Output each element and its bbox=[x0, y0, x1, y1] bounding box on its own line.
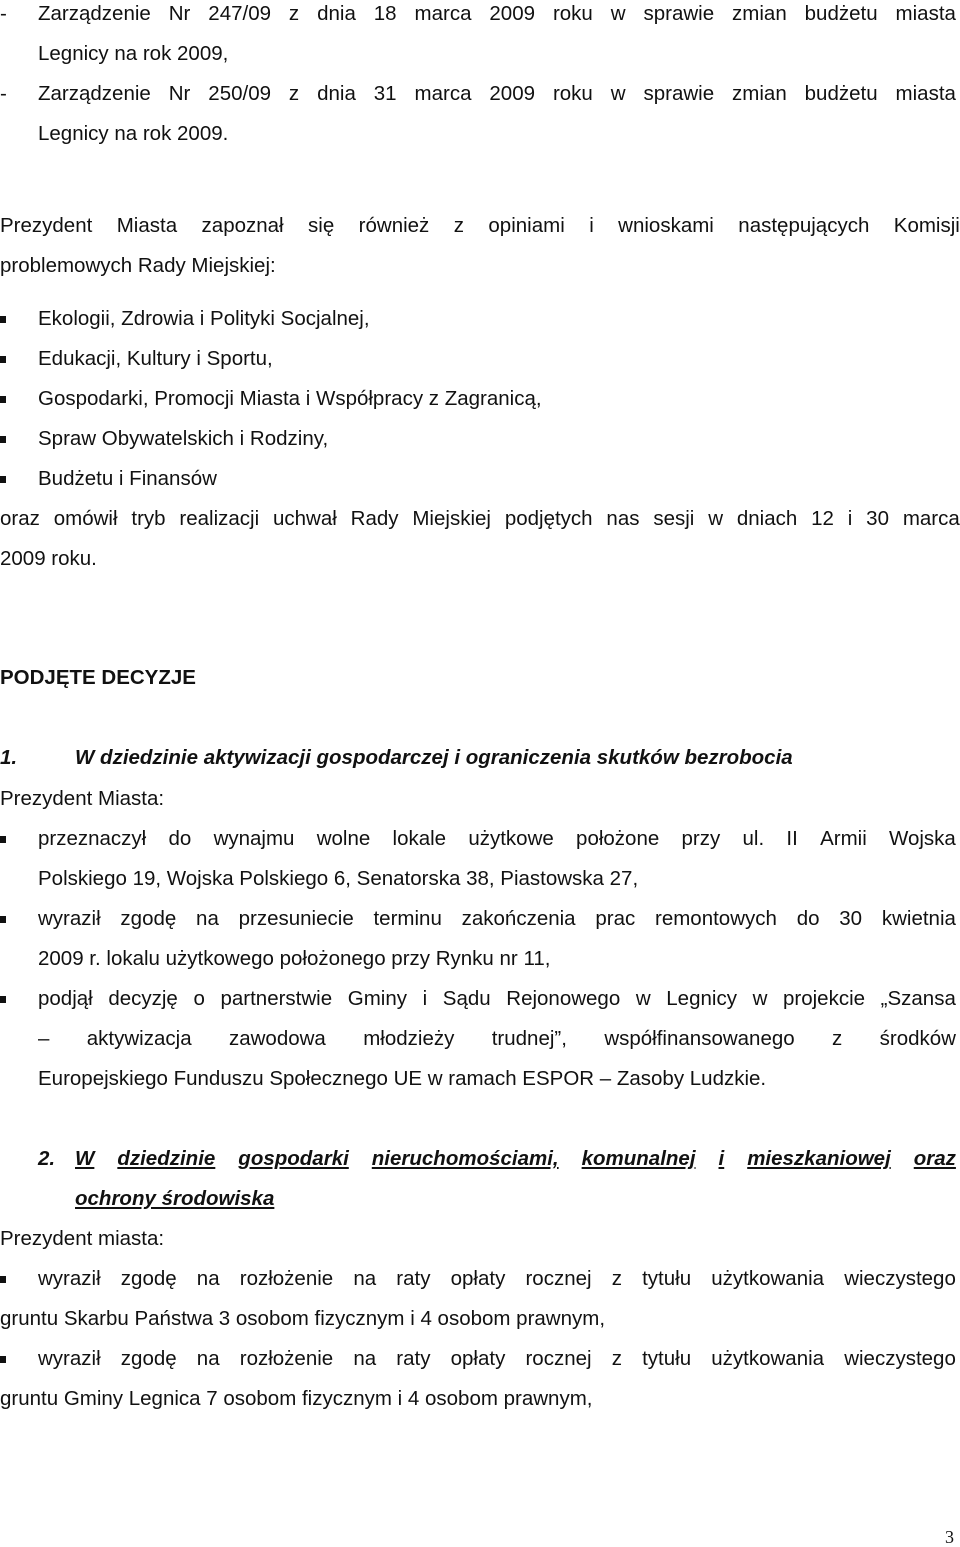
word: rocznej bbox=[525, 1347, 592, 1370]
word: 18 bbox=[373, 2, 397, 25]
word: sprawie bbox=[643, 2, 715, 25]
word: wyraził bbox=[38, 907, 101, 930]
word: wnioskami bbox=[618, 214, 714, 237]
commission-item: Edukacji, Kultury i Sportu, bbox=[38, 347, 273, 370]
word: 2009 bbox=[489, 82, 536, 105]
word: Nr bbox=[168, 82, 191, 105]
word: Miejskiej bbox=[412, 507, 491, 530]
word: trudnej”, bbox=[491, 1027, 567, 1050]
word: w bbox=[708, 507, 723, 530]
commission-item: Gospodarki, Promocji Miasta i Współpracy z Zagranicą, bbox=[38, 387, 542, 410]
word: wolne bbox=[316, 827, 371, 850]
word: na bbox=[196, 907, 219, 930]
bullet-icon bbox=[0, 996, 6, 1003]
word: do bbox=[796, 907, 820, 930]
word: wieczystego bbox=[844, 1347, 956, 1370]
word: młodzieży bbox=[363, 1027, 455, 1050]
word: następujących bbox=[738, 214, 870, 237]
word: zakończenia bbox=[461, 907, 576, 930]
word: o bbox=[193, 987, 205, 1010]
word: użytkowania bbox=[711, 1267, 825, 1290]
list-item-line: Legnicy na rok 2009, bbox=[38, 42, 229, 65]
word: dziedzinie bbox=[117, 1147, 216, 1170]
word: na bbox=[196, 1347, 220, 1370]
word: rozłożenie bbox=[239, 1267, 334, 1290]
word: z bbox=[453, 214, 464, 237]
word: wieczystego bbox=[844, 1267, 956, 1290]
word: przeznaczył bbox=[38, 827, 147, 850]
word: zgodę bbox=[120, 1267, 177, 1290]
word: na bbox=[353, 1347, 377, 1370]
word: aktywizacja bbox=[86, 1027, 192, 1050]
decision-line: gruntu Skarbu Państwa 3 osobom fizycznym i 4 osobom prawnym, bbox=[0, 1307, 606, 1330]
word: 31 bbox=[373, 82, 397, 105]
word: oraz bbox=[913, 1147, 956, 1170]
word: z bbox=[288, 82, 300, 105]
word: Gminy bbox=[347, 987, 407, 1010]
word: realizacji bbox=[179, 507, 260, 530]
decision-line bbox=[38, 906, 956, 932]
word: wyraził bbox=[38, 1347, 101, 1370]
word: Wojska bbox=[889, 827, 956, 850]
word: raty bbox=[396, 1267, 431, 1290]
word: również bbox=[358, 214, 430, 237]
word: zgodę bbox=[120, 1347, 177, 1370]
list-dash: - bbox=[0, 82, 7, 105]
section-title: ochrony środowiska bbox=[75, 1187, 275, 1210]
word: omówił bbox=[53, 507, 118, 530]
word: gospodarki bbox=[238, 1147, 349, 1170]
list-item-line bbox=[38, 1, 956, 27]
word: terminu bbox=[373, 907, 442, 930]
word: zawodowa bbox=[228, 1027, 326, 1050]
word: Komisji bbox=[893, 214, 960, 237]
word: przesuniecie bbox=[238, 907, 354, 930]
list-item-line: Legnicy na rok 2009. bbox=[38, 122, 229, 145]
word: 250/09 bbox=[208, 82, 271, 105]
word: Zarządzenie bbox=[38, 2, 151, 25]
commission-item: Ekologii, Zdrowia i Polityki Socjalnej, bbox=[38, 307, 370, 330]
list-dash: - bbox=[0, 2, 7, 25]
word: na bbox=[196, 1267, 220, 1290]
word: opłaty bbox=[450, 1347, 506, 1370]
bullet-icon bbox=[0, 396, 6, 403]
decision-line bbox=[38, 986, 956, 1012]
word: roku bbox=[552, 2, 593, 25]
word: tryb bbox=[131, 507, 166, 530]
word: kwietnia bbox=[881, 907, 956, 930]
word: marca bbox=[414, 2, 472, 25]
list-item-line bbox=[38, 81, 956, 107]
word: 30 bbox=[866, 507, 889, 530]
word: Sądu bbox=[442, 987, 491, 1010]
word: w bbox=[635, 987, 651, 1010]
word: 247/09 bbox=[208, 2, 271, 25]
bullet-icon bbox=[0, 436, 6, 443]
word: w bbox=[752, 987, 768, 1010]
word: nieruchomościami, bbox=[371, 1147, 559, 1170]
word: dnia bbox=[317, 82, 356, 105]
bullet-icon bbox=[0, 476, 6, 483]
paragraph-line bbox=[0, 213, 960, 239]
word: z bbox=[611, 1267, 622, 1290]
word: się bbox=[308, 214, 335, 237]
bullet-icon bbox=[0, 1356, 6, 1363]
word: ul. bbox=[742, 827, 765, 850]
word: tytułu bbox=[642, 1267, 692, 1290]
word: i bbox=[422, 987, 428, 1010]
word: użytkowe bbox=[468, 827, 554, 850]
word: zapoznał bbox=[201, 214, 284, 237]
word: rocznej bbox=[525, 1267, 592, 1290]
word: sprawie bbox=[643, 82, 715, 105]
word: z bbox=[832, 1027, 843, 1050]
bullet-icon bbox=[0, 316, 6, 323]
word: budżetu bbox=[804, 82, 878, 105]
word: oraz bbox=[0, 507, 40, 530]
paragraph-line: problemowych Rady Miejskiej: bbox=[0, 254, 276, 277]
word: Miasta bbox=[116, 214, 178, 237]
word: Armii bbox=[820, 827, 867, 850]
section-number: 2. bbox=[38, 1147, 56, 1170]
word: Rady bbox=[350, 507, 399, 530]
decision-line bbox=[38, 826, 956, 852]
word: roku bbox=[552, 82, 593, 105]
word: sesji bbox=[653, 507, 695, 530]
word: zgodę bbox=[120, 907, 177, 930]
word: opłaty bbox=[450, 1267, 506, 1290]
bullet-icon bbox=[0, 836, 6, 843]
word: decyzję bbox=[108, 987, 178, 1010]
word: prac bbox=[595, 907, 636, 930]
word: nas bbox=[606, 507, 640, 530]
word: 30 bbox=[839, 907, 863, 930]
section-lead: Prezydent Miasta: bbox=[0, 787, 165, 810]
word: raty bbox=[396, 1347, 431, 1370]
word: II bbox=[786, 827, 798, 850]
word: podjętych bbox=[504, 507, 593, 530]
commission-item: Budżetu i Finansów bbox=[38, 467, 217, 490]
word: 12 bbox=[811, 507, 834, 530]
section-heading: PODJĘTE DECYZJE bbox=[0, 666, 196, 689]
word: środków bbox=[879, 1027, 956, 1050]
word: wyraził bbox=[38, 1267, 101, 1290]
word: współfinansowanego bbox=[604, 1027, 795, 1050]
decision-line: Europejskiego Funduszu Społecznego UE w ramach ESPOR – Zasoby Ludzkie. bbox=[38, 1067, 767, 1090]
word: Nr bbox=[168, 2, 191, 25]
section-lead: Prezydent miasta: bbox=[0, 1227, 165, 1250]
word: komunalnej bbox=[581, 1147, 696, 1170]
decision-line bbox=[38, 1026, 956, 1052]
word: i bbox=[589, 214, 594, 237]
word: partnerstwie bbox=[220, 987, 333, 1010]
word: z bbox=[611, 1347, 622, 1370]
paragraph-line bbox=[0, 506, 960, 532]
decision-line: gruntu Gminy Legnica 7 osobom fizycznym i 4 osobom prawnym, bbox=[0, 1387, 593, 1410]
word: Zarządzenie bbox=[38, 82, 151, 105]
decision-line: 2009 r. lokalu użytkowego położonego przy Rynku nr 11, bbox=[38, 947, 551, 970]
word: z bbox=[288, 2, 300, 25]
paragraph-line: 2009 roku. bbox=[0, 547, 97, 570]
word: opiniami bbox=[488, 214, 565, 237]
page-number: 3 bbox=[945, 1527, 954, 1547]
section-title bbox=[75, 1146, 956, 1172]
word: i bbox=[718, 1147, 725, 1170]
decision-line: Polskiego 19, Wojska Polskiego 6, Senatorska 38, Piastowska 27, bbox=[38, 867, 639, 890]
word: marca bbox=[902, 507, 960, 530]
commission-item: Spraw Obywatelskich i Rodziny, bbox=[38, 427, 329, 450]
decision-line bbox=[38, 1346, 956, 1372]
word: Rejonowego bbox=[506, 987, 621, 1010]
word: – bbox=[38, 1027, 50, 1050]
word: rozłożenie bbox=[239, 1347, 334, 1370]
word: W bbox=[75, 1147, 95, 1170]
word: dnia bbox=[317, 2, 356, 25]
bullet-icon bbox=[0, 356, 6, 363]
word: tytułu bbox=[642, 1347, 692, 1370]
word: 2009 bbox=[489, 2, 536, 25]
word: na bbox=[353, 1267, 377, 1290]
word: w bbox=[610, 82, 626, 105]
section-title: W dziedzinie aktywizacji gospodarczej i ograniczenia skutków bezrobocia bbox=[75, 746, 793, 769]
word: wynajmu bbox=[213, 827, 295, 850]
word: i bbox=[847, 507, 853, 530]
decision-line bbox=[38, 1266, 956, 1292]
word: przy bbox=[681, 827, 721, 850]
section-number: 1. bbox=[0, 746, 18, 769]
word: podjął bbox=[38, 987, 93, 1010]
bullet-icon bbox=[0, 916, 6, 923]
bullet-icon bbox=[0, 1276, 6, 1283]
word: miasta bbox=[895, 2, 956, 25]
word: budżetu bbox=[804, 2, 878, 25]
word: marca bbox=[414, 82, 472, 105]
word: w bbox=[610, 2, 626, 25]
word: użytkowania bbox=[711, 1347, 825, 1370]
word: do bbox=[168, 827, 192, 850]
word: dniach bbox=[736, 507, 798, 530]
word: zmian bbox=[732, 2, 787, 25]
word: Legnicy bbox=[666, 987, 737, 1010]
word: położone bbox=[576, 827, 660, 850]
word: „Szansa bbox=[880, 987, 956, 1010]
word: zmian bbox=[732, 82, 787, 105]
word: lokale bbox=[392, 827, 447, 850]
word: mieszkaniowej bbox=[747, 1147, 891, 1170]
word: remontowych bbox=[655, 907, 777, 930]
word: miasta bbox=[895, 82, 956, 105]
word: projekcie bbox=[782, 987, 866, 1010]
word: Prezydent bbox=[0, 214, 93, 237]
word: uchwał bbox=[273, 507, 337, 530]
